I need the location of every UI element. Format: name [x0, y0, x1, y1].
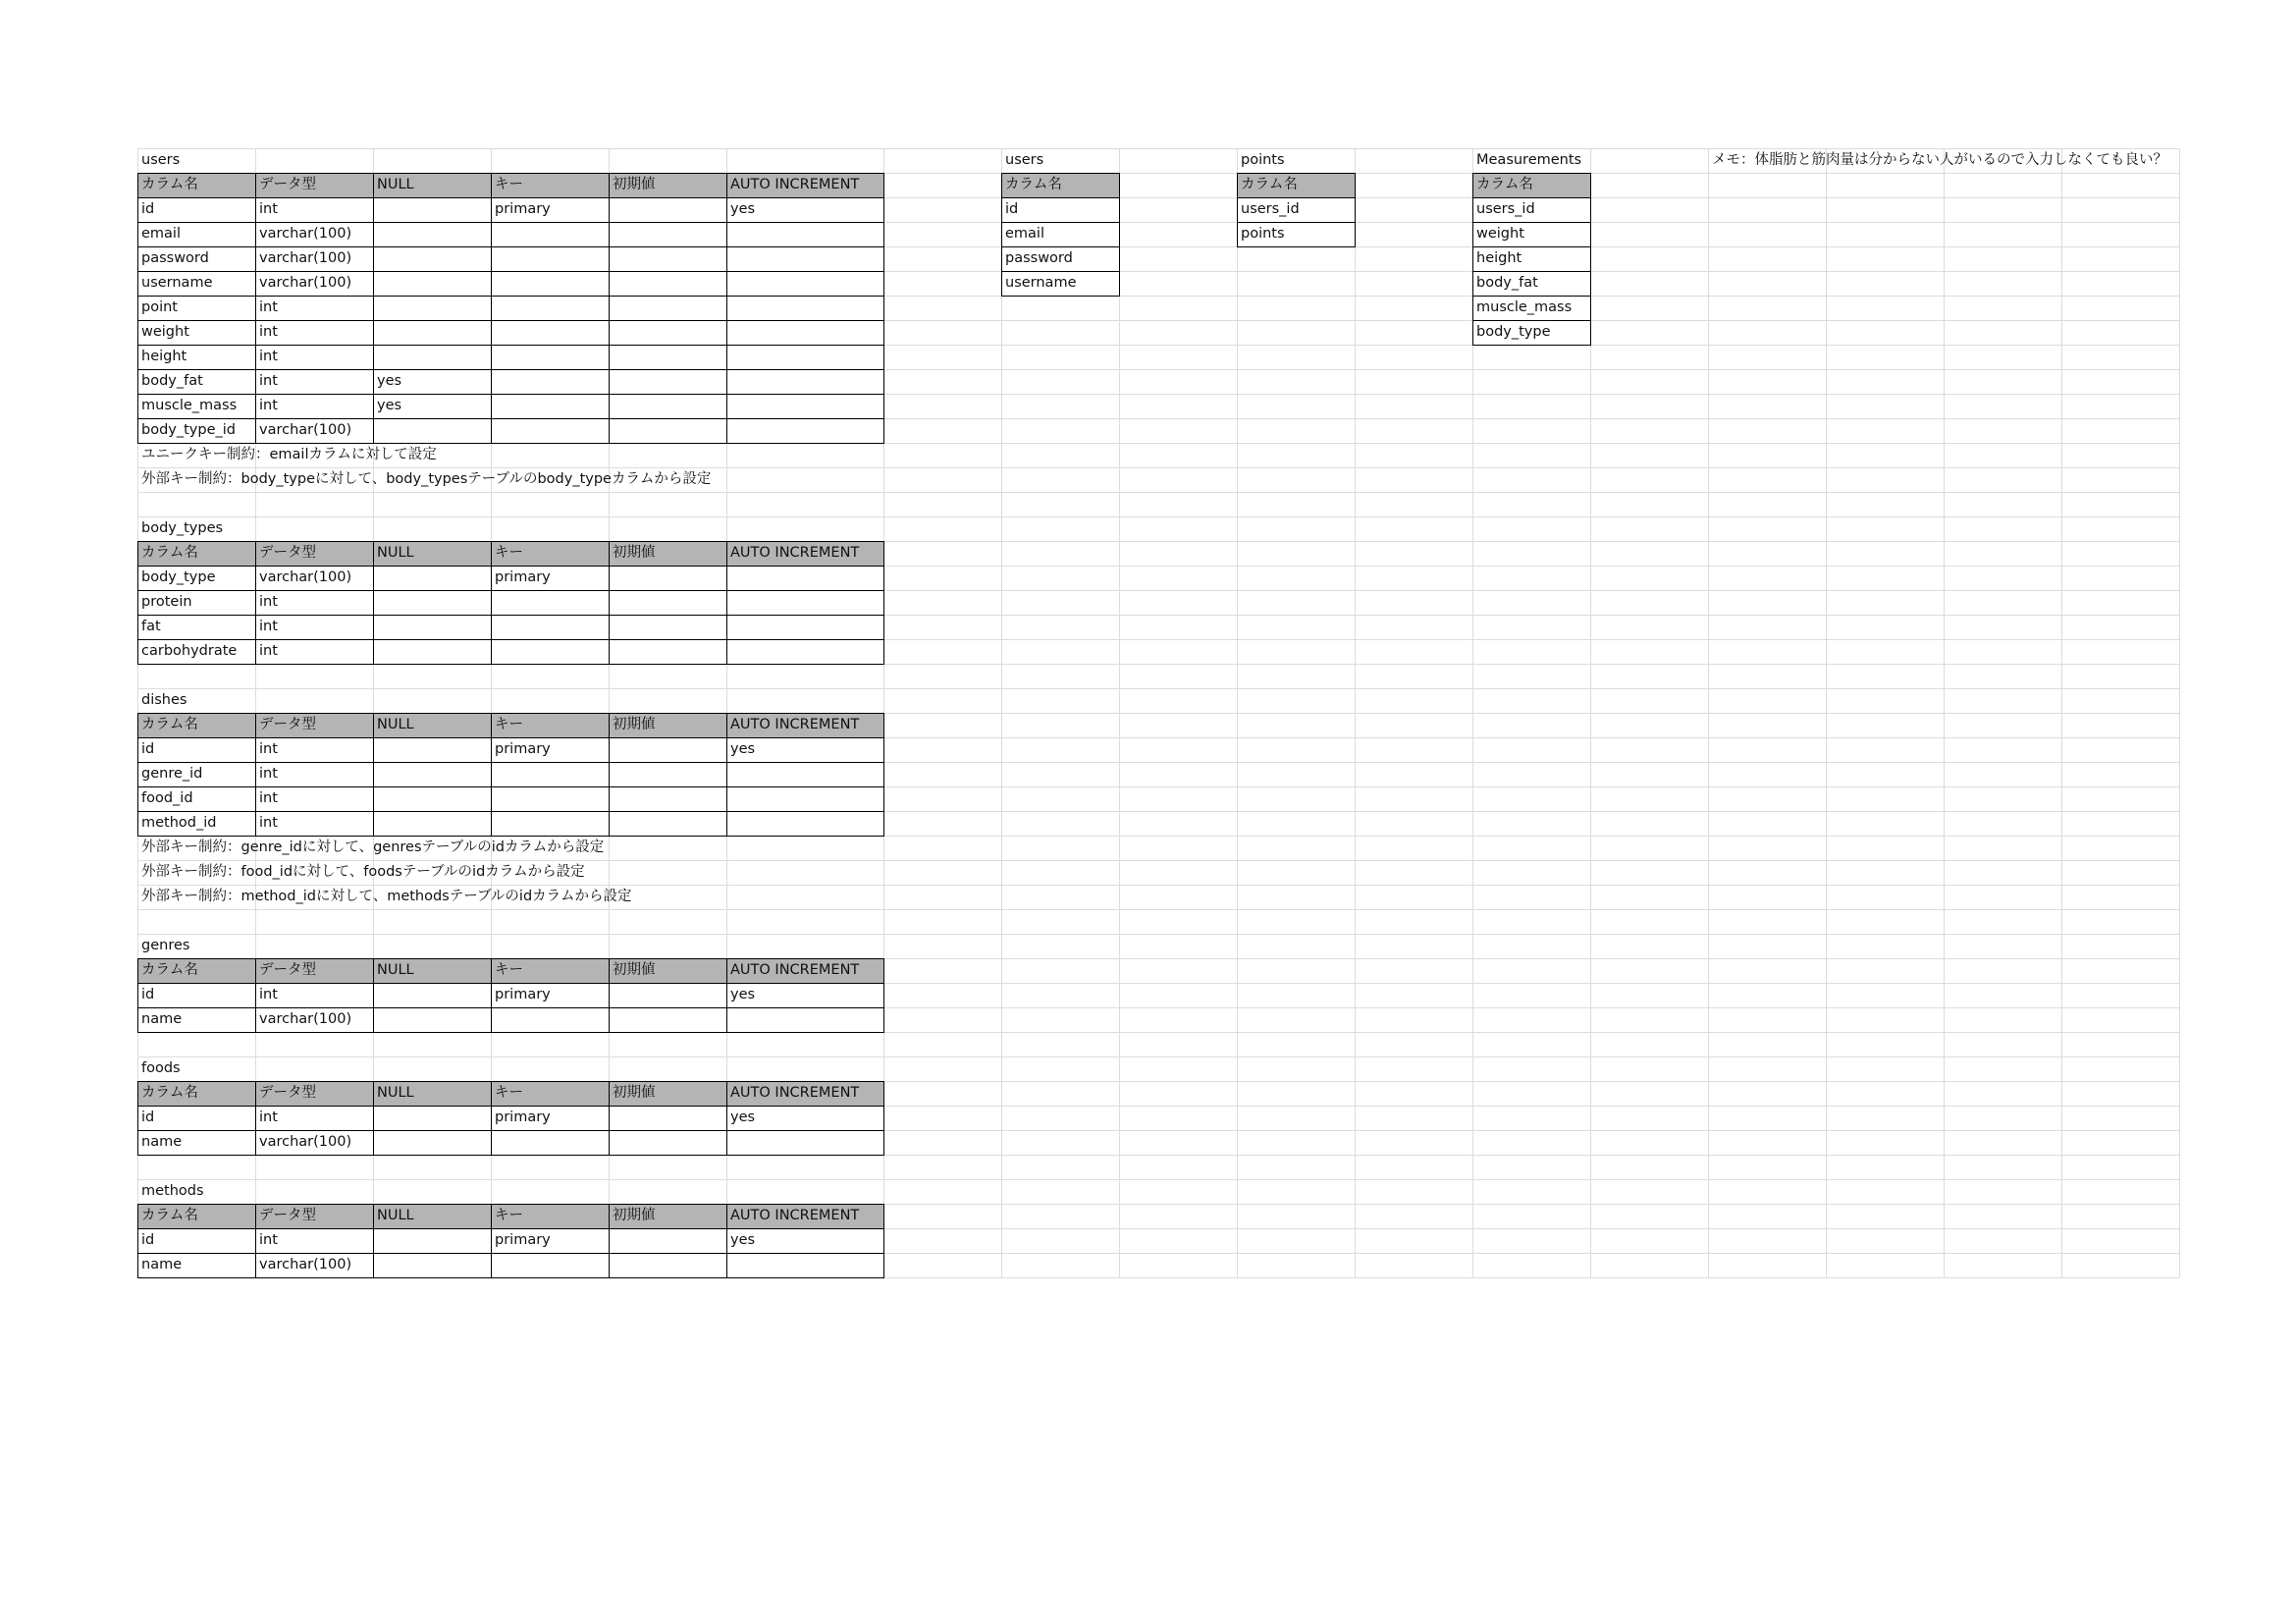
table-cell[interactable]: username: [141, 275, 213, 291]
column-header[interactable]: データ型: [259, 1208, 316, 1223]
table-cell[interactable]: email: [141, 226, 181, 242]
table-cell[interactable]: int: [259, 373, 278, 389]
table-cell[interactable]: id: [141, 201, 155, 217]
table-cell[interactable]: int: [259, 594, 278, 610]
constraint-note[interactable]: 外部キー制約：body_typeに対して、body_typesテーブルのbody_typeカラムから設定: [141, 471, 712, 487]
table-cell[interactable]: height: [141, 349, 187, 364]
column-header[interactable]: NULL: [377, 1085, 414, 1101]
table-title-users[interactable]: users: [141, 152, 181, 168]
table-border: [609, 173, 611, 443]
grid-line: [137, 909, 2179, 910]
table-border: [137, 246, 884, 248]
table-border: [1119, 173, 1121, 296]
column-header[interactable]: データ型: [259, 962, 316, 978]
table-border: [137, 1032, 884, 1034]
column-header[interactable]: AUTO INCREMENT: [730, 1085, 860, 1101]
table-cell[interactable]: varchar(100): [259, 422, 352, 438]
grid-line: [137, 1056, 2179, 1057]
table-border: [137, 418, 884, 420]
table-cell[interactable]: yes: [730, 741, 756, 757]
table-border: [137, 811, 884, 813]
table-cell[interactable]: fat: [141, 619, 161, 634]
table-cell[interactable]: id: [141, 1232, 155, 1248]
table-cell[interactable]: int: [259, 815, 278, 831]
table-cell[interactable]: varchar(100): [259, 569, 352, 585]
table-cell[interactable]: body_type: [141, 569, 216, 585]
mini-table-cell[interactable]: username: [1005, 275, 1077, 291]
column-header[interactable]: キー: [495, 717, 523, 732]
table-border: [137, 664, 884, 666]
table-cell[interactable]: protein: [141, 594, 192, 610]
table-cell[interactable]: primary: [495, 741, 551, 757]
table-title-foods[interactable]: foods: [141, 1060, 181, 1076]
grid-line: [1826, 148, 1827, 1277]
column-header[interactable]: 初期値: [613, 717, 656, 732]
grid-line: [137, 1179, 2179, 1180]
column-header[interactable]: NULL: [377, 545, 414, 561]
table-border: [137, 320, 884, 322]
column-header[interactable]: AUTO INCREMENT: [730, 717, 860, 732]
grid-line: [1237, 148, 1238, 1277]
table-border: [883, 1081, 885, 1155]
table-border: [137, 394, 884, 396]
table-cell[interactable]: varchar(100): [259, 250, 352, 266]
table-cell[interactable]: int: [259, 349, 278, 364]
grid-line: [1708, 148, 1709, 1277]
column-header[interactable]: NULL: [377, 177, 414, 192]
table-border: [137, 345, 884, 347]
table-cell[interactable]: int: [259, 619, 278, 634]
mini-table-title-measurements[interactable]: Measurements: [1476, 152, 1582, 168]
table-cell[interactable]: name: [141, 1134, 183, 1150]
mini-table-cell[interactable]: body_fat: [1476, 275, 1538, 291]
mini-table-cell[interactable]: id: [1005, 201, 1019, 217]
grid-line: [137, 934, 2179, 935]
mini-table-cell[interactable]: email: [1005, 226, 1044, 242]
table-border: [137, 369, 884, 371]
column-header[interactable]: 初期値: [613, 1208, 656, 1223]
table-border: [137, 615, 884, 617]
table-cell[interactable]: name: [141, 1257, 183, 1272]
mini-column-header[interactable]: カラム名: [1005, 177, 1062, 192]
grid-line: [1355, 148, 1356, 1277]
table-cell[interactable]: yes: [377, 398, 402, 413]
table-cell[interactable]: name: [141, 1011, 183, 1027]
grid-line: [2179, 148, 2180, 1277]
table-border: [1355, 173, 1357, 246]
table-border: [883, 1204, 885, 1277]
mini-table-cell[interactable]: users_id: [1476, 201, 1535, 217]
table-cell[interactable]: int: [259, 324, 278, 340]
grid-line: [1119, 148, 1120, 1277]
table-cell[interactable]: primary: [495, 987, 551, 1002]
table-cell[interactable]: int: [259, 766, 278, 782]
table-title-methods[interactable]: methods: [141, 1183, 204, 1199]
column-header[interactable]: カラム名: [141, 717, 198, 732]
table-cell[interactable]: varchar(100): [259, 1011, 352, 1027]
table-cell[interactable]: primary: [495, 1109, 551, 1125]
column-header[interactable]: 初期値: [613, 545, 656, 561]
table-cell[interactable]: varchar(100): [259, 1134, 352, 1150]
column-header[interactable]: カラム名: [141, 1208, 198, 1223]
table-border: [137, 639, 884, 641]
column-header[interactable]: カラム名: [141, 962, 198, 978]
table-cell[interactable]: yes: [377, 373, 402, 389]
column-header[interactable]: データ型: [259, 177, 316, 192]
table-cell[interactable]: int: [259, 299, 278, 315]
mini-table-cell[interactable]: password: [1005, 250, 1073, 266]
column-header[interactable]: AUTO INCREMENT: [730, 1208, 860, 1223]
grid-line: [137, 516, 2179, 517]
mini-table-title-points[interactable]: points: [1241, 152, 1285, 168]
memo-note[interactable]: メモ：体脂肪と筋肉量は分からない人がいるので入力しなくても良い？: [1712, 152, 2167, 168]
table-cell[interactable]: int: [259, 643, 278, 659]
mini-table-cell[interactable]: users_id: [1241, 201, 1300, 217]
table-cell[interactable]: genre_id: [141, 766, 203, 782]
table-cell[interactable]: varchar(100): [259, 1257, 352, 1272]
table-cell[interactable]: int: [259, 398, 278, 413]
table-cell[interactable]: varchar(100): [259, 275, 352, 291]
constraint-note[interactable]: ユニークキー制約：emailカラムに対して設定: [141, 447, 437, 462]
table-cell[interactable]: muscle_mass: [141, 398, 238, 413]
table-cell[interactable]: food_id: [141, 790, 193, 806]
column-header[interactable]: 初期値: [613, 177, 656, 192]
table-border: [137, 1277, 884, 1279]
column-header[interactable]: AUTO INCREMENT: [730, 962, 860, 978]
table-title-dishes[interactable]: dishes: [141, 692, 187, 708]
column-header[interactable]: NULL: [377, 717, 414, 732]
table-cell[interactable]: password: [141, 250, 209, 266]
table-border: [137, 786, 884, 788]
table-cell[interactable]: int: [259, 1109, 278, 1125]
table-cell[interactable]: varchar(100): [259, 226, 352, 242]
column-header[interactable]: カラム名: [141, 1085, 198, 1101]
constraint-note[interactable]: 外部キー制約：method_idに対して、methodsテーブルのidカラムから設定: [141, 889, 632, 904]
table-cell[interactable]: weight: [141, 324, 189, 340]
table-title-body_types[interactable]: body_types: [141, 520, 224, 536]
column-header[interactable]: キー: [495, 962, 523, 978]
column-header[interactable]: NULL: [377, 1208, 414, 1223]
mini-column-header[interactable]: カラム名: [1476, 177, 1533, 192]
table-cell[interactable]: body_fat: [141, 373, 203, 389]
column-header[interactable]: キー: [495, 177, 523, 192]
table-cell[interactable]: yes: [730, 1109, 756, 1125]
table-border: [137, 271, 884, 273]
table-cell[interactable]: primary: [495, 1232, 551, 1248]
table-cell[interactable]: id: [141, 987, 155, 1002]
mini-table-cell[interactable]: weight: [1476, 226, 1524, 242]
grid-line: [2061, 148, 2062, 1277]
table-cell[interactable]: primary: [495, 201, 551, 217]
column-header[interactable]: データ型: [259, 717, 316, 732]
table-cell[interactable]: int: [259, 201, 278, 217]
table-cell[interactable]: id: [141, 741, 155, 757]
grid-line: [137, 688, 2179, 689]
table-cell[interactable]: yes: [730, 201, 756, 217]
column-header[interactable]: キー: [495, 545, 523, 561]
mini-table-cell[interactable]: height: [1476, 250, 1522, 266]
table-cell[interactable]: yes: [730, 987, 756, 1002]
column-header[interactable]: 初期値: [613, 962, 656, 978]
table-cell[interactable]: point: [141, 299, 178, 315]
table-cell[interactable]: int: [259, 790, 278, 806]
column-header[interactable]: AUTO INCREMENT: [730, 545, 860, 561]
mini-column-header[interactable]: カラム名: [1241, 177, 1298, 192]
table-border: [883, 173, 885, 443]
column-header[interactable]: データ型: [259, 545, 316, 561]
column-header[interactable]: NULL: [377, 962, 414, 978]
table-title-genres[interactable]: genres: [141, 938, 190, 953]
table-cell[interactable]: primary: [495, 569, 551, 585]
table-border: [137, 296, 884, 298]
grid-line: [1001, 148, 1002, 1277]
column-header[interactable]: データ型: [259, 1085, 316, 1101]
constraint-note[interactable]: 外部キー制約：genre_idに対して、genresテーブルのidカラムから設定: [141, 839, 605, 855]
table-border: [883, 958, 885, 1032]
table-border: [883, 541, 885, 664]
column-header[interactable]: カラム名: [141, 177, 198, 192]
column-header[interactable]: AUTO INCREMENT: [730, 177, 860, 192]
mini-table-cell[interactable]: muscle_mass: [1476, 299, 1573, 315]
table-cell[interactable]: carbohydrate: [141, 643, 238, 659]
table-cell[interactable]: int: [259, 987, 278, 1002]
column-header[interactable]: キー: [495, 1085, 523, 1101]
table-cell[interactable]: int: [259, 741, 278, 757]
table-cell[interactable]: id: [141, 1109, 155, 1125]
mini-table-cell[interactable]: points: [1241, 226, 1285, 242]
grid-line: [1944, 148, 1945, 1277]
column-header[interactable]: 初期値: [613, 1085, 656, 1101]
mini-table-title-users[interactable]: users: [1005, 152, 1044, 168]
column-header[interactable]: キー: [495, 1208, 523, 1223]
table-border: [883, 713, 885, 836]
column-header[interactable]: カラム名: [141, 545, 198, 561]
table-border: [137, 1155, 884, 1157]
table-cell[interactable]: int: [259, 1232, 278, 1248]
table-cell[interactable]: method_id: [141, 815, 217, 831]
constraint-note[interactable]: 外部キー制約：food_idに対して、foodsテーブルのidカラムから設定: [141, 864, 585, 880]
table-border: [1590, 173, 1592, 345]
mini-table-cell[interactable]: body_type: [1476, 324, 1551, 340]
table-cell[interactable]: yes: [730, 1232, 756, 1248]
grid-line: [137, 492, 2179, 493]
table-cell[interactable]: body_type_id: [141, 422, 236, 438]
